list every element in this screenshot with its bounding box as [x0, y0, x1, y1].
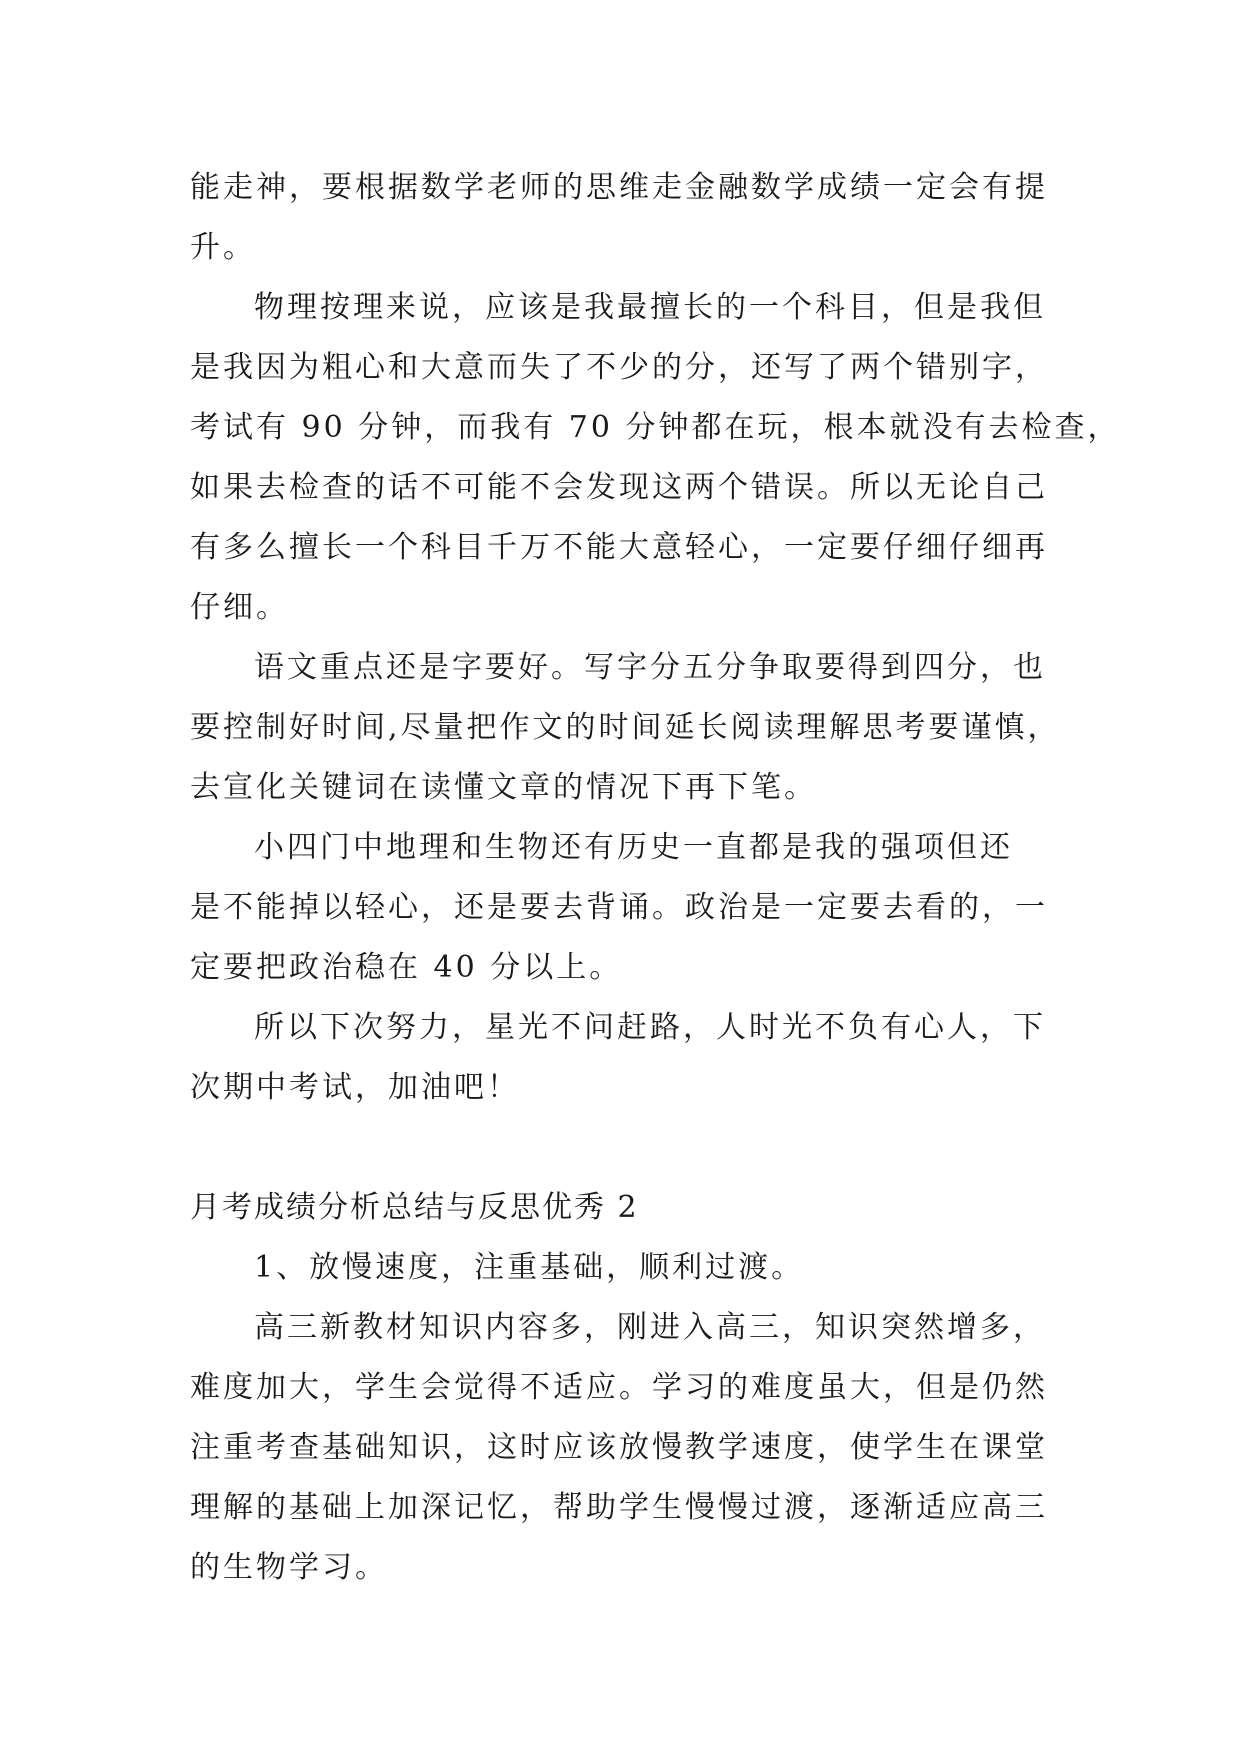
text-line: 次期中考试，加油吧！ — [190, 1070, 520, 1105]
text-line: 去宣化关键词在读懂文章的情况下再下笔。 — [190, 770, 817, 805]
paragraph-minor-subjects — [190, 818, 1062, 998]
text-line: 注重考查基础知识，这时应该放慢教学速度，使学生在课堂 — [190, 1430, 1048, 1465]
text-line: 考试有 90 分钟，而我有 70 分钟都在玩，根本就没有去检查， — [190, 410, 1121, 445]
section-spacer — [190, 1118, 1062, 1178]
text-line: 定要把政治稳在 40 分以上。 — [190, 950, 623, 985]
text-line: 难度加大，学生会觉得不适应。学习的难度虽大，但是仍然 — [190, 1370, 1048, 1405]
list-item: 1、放慢速度，注重基础，顺利过渡。 — [254, 1250, 805, 1285]
text-line: 是我因为粗心和大意而失了不少的分，还写了两个错别字， — [190, 350, 1048, 385]
section-2 — [190, 1178, 1062, 1598]
text-line: 高三新教材知识内容多，刚进入高三，知识突然增多， — [254, 1310, 1046, 1345]
text-line: 的生物学习。 — [190, 1550, 388, 1585]
text-line: 小四门中地理和生物还有历史一直都是我的强项但还 — [254, 830, 1013, 865]
text-line: 所以下次努力，星光不问赶路，人时光不负有心人，下 — [254, 1010, 1046, 1045]
text-line: 理解的基础上加深记忆，帮助学生慢慢过渡，逐渐适应高三 — [190, 1490, 1048, 1525]
text-line: 升。 — [190, 230, 256, 265]
text-line: 有多么擅长一个科目千万不能大意轻心，一定要仔细仔细再 — [190, 530, 1048, 565]
text-line: 是不能掉以轻心，还是要去背诵。政治是一定要去看的，一 — [190, 890, 1048, 925]
text-line: 能走神，要根据数学老师的思维走金融数学成绩一定会有提 — [190, 170, 1048, 205]
paragraph-biology — [190, 1298, 1062, 1598]
document-body — [190, 158, 1121, 1598]
section-title: 月考成绩分析总结与反思优秀 2 — [190, 1190, 639, 1225]
paragraph-chinese — [190, 638, 1062, 818]
text-line: 如果去检查的话不可能不会发现这两个错误。所以无论自己 — [190, 470, 1048, 505]
paragraph-math-continuation — [190, 158, 1062, 278]
paragraph-conclusion — [190, 998, 1062, 1118]
text-line: 要控制好时间,尽量把作文的时间延长阅读理解思考要谨慎， — [190, 710, 1061, 745]
text-line: 仔细。 — [190, 590, 289, 625]
text-line: 语文重点还是字要好。写字分五分争取要得到四分，也 — [254, 650, 1046, 685]
text-line: 物理按理来说，应该是我最擅长的一个科目，但是我但 — [254, 290, 1046, 325]
paragraph-physics — [190, 278, 1121, 638]
